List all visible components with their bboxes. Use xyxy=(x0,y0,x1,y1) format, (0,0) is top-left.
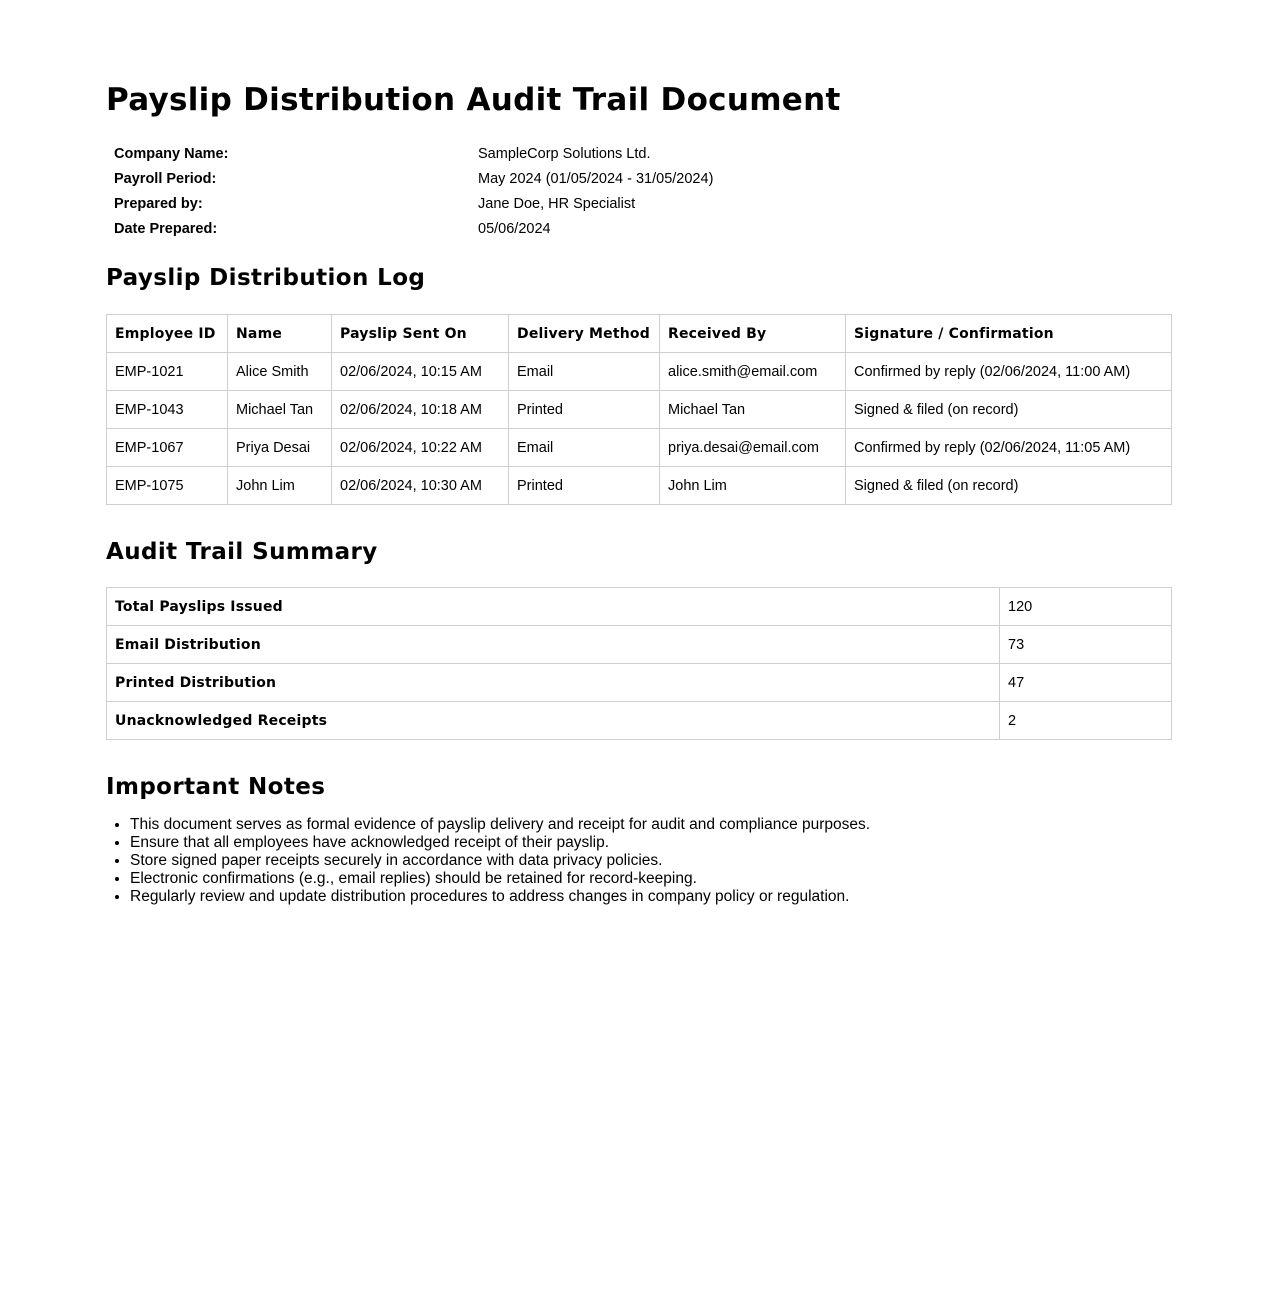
audit-summary-table xyxy=(106,587,1172,740)
table-row xyxy=(107,391,1172,429)
column-header: Received By xyxy=(660,315,846,353)
table-cell: John Lim xyxy=(660,467,846,505)
table-cell: Signed & filed (on record) xyxy=(846,467,1172,505)
log-section-title: Payslip Distribution Log xyxy=(106,265,426,291)
table-row xyxy=(107,429,1172,467)
notes-section-title: Important Notes xyxy=(106,774,326,800)
summary-value: 73 xyxy=(1000,626,1172,664)
meta-row-period xyxy=(106,166,721,191)
table-cell: alice.smith@email.com xyxy=(660,353,846,391)
list-item: • This document serves as formal evidence of payslip delivery and receipt for audit and compliance purposes. xyxy=(130,816,1172,834)
table-cell: Email xyxy=(509,353,660,391)
meta-label: Date Prepared: xyxy=(114,220,218,237)
table-cell: EMP-1021 xyxy=(107,353,228,391)
column-header: Payslip Sent On xyxy=(332,315,509,353)
meta-label: Prepared by: xyxy=(114,195,203,212)
list-item: • Regularly review and update distribution procedures to address changes in company policy or regulation. xyxy=(130,888,1172,906)
meta-label: Company Name: xyxy=(114,145,229,162)
meta-value: May 2024 (01/05/2024 - 31/05/2024) xyxy=(478,170,714,187)
meta-value: SampleCorp Solutions Ltd. xyxy=(478,145,651,162)
table-cell: 02/06/2024, 10:15 AM xyxy=(332,353,509,391)
summary-label: Total Payslips Issued xyxy=(107,588,1000,626)
table-row xyxy=(107,353,1172,391)
table-cell: 02/06/2024, 10:22 AM xyxy=(332,429,509,467)
summary-label: Unacknowledged Receipts xyxy=(107,702,1000,740)
table-cell: EMP-1075 xyxy=(107,467,228,505)
table-cell: EMP-1043 xyxy=(107,391,228,429)
column-header: Delivery Method xyxy=(509,315,660,353)
table-cell: Confirmed by reply (02/06/2024, 11:05 AM) xyxy=(846,429,1172,467)
list-item: • Ensure that all employees have acknowledged receipt of their payslip. xyxy=(130,834,1172,852)
meta-label: Payroll Period: xyxy=(114,170,217,187)
summary-value: 2 xyxy=(1000,702,1172,740)
summary-row-email xyxy=(107,626,1172,664)
table-row xyxy=(107,467,1172,505)
summary-section-title: Audit Trail Summary xyxy=(106,539,378,565)
table-cell: EMP-1067 xyxy=(107,429,228,467)
table-cell: Priya Desai xyxy=(228,429,332,467)
meta-row-prepared-by xyxy=(106,191,721,216)
table-cell: Email xyxy=(509,429,660,467)
table-cell: priya.desai@email.com xyxy=(660,429,846,467)
distribution-log-table xyxy=(106,314,1172,505)
summary-value: 120 xyxy=(1000,588,1172,626)
meta-value: 05/06/2024 xyxy=(478,220,551,237)
table-cell: Signed & filed (on record) xyxy=(846,391,1172,429)
table-cell: Alice Smith xyxy=(228,353,332,391)
column-header: Name xyxy=(228,315,332,353)
table-cell: 02/06/2024, 10:18 AM xyxy=(332,391,509,429)
table-cell: 02/06/2024, 10:30 AM xyxy=(332,467,509,505)
summary-row-printed xyxy=(107,664,1172,702)
summary-label: Printed Distribution xyxy=(107,664,1000,702)
table-cell: Printed xyxy=(509,391,660,429)
summary-label: Email Distribution xyxy=(107,626,1000,664)
table-cell: Michael Tan xyxy=(228,391,332,429)
notes-list xyxy=(106,816,1172,906)
meta-row-date xyxy=(106,216,721,241)
table-cell: Confirmed by reply (02/06/2024, 11:00 AM) xyxy=(846,353,1172,391)
column-header: Employee ID xyxy=(107,315,228,353)
document-title: Payslip Distribution Audit Trail Document xyxy=(106,82,841,118)
document-meta xyxy=(106,141,721,241)
list-item: • Store signed paper receipts securely in accordance with data privacy policies. xyxy=(130,852,1172,870)
summary-row-unacknowledged xyxy=(107,702,1172,740)
meta-row-company xyxy=(106,141,721,166)
table-header-row xyxy=(107,315,1172,353)
table-cell: Printed xyxy=(509,467,660,505)
column-header: Signature / Confirmation xyxy=(846,315,1172,353)
list-item: • Electronic confirmations (e.g., email replies) should be retained for record-keeping. xyxy=(130,870,1172,888)
summary-value: 47 xyxy=(1000,664,1172,702)
summary-row-total xyxy=(107,588,1172,626)
table-cell: John Lim xyxy=(228,467,332,505)
table-cell: Michael Tan xyxy=(660,391,846,429)
meta-value: Jane Doe, HR Specialist xyxy=(478,195,636,212)
